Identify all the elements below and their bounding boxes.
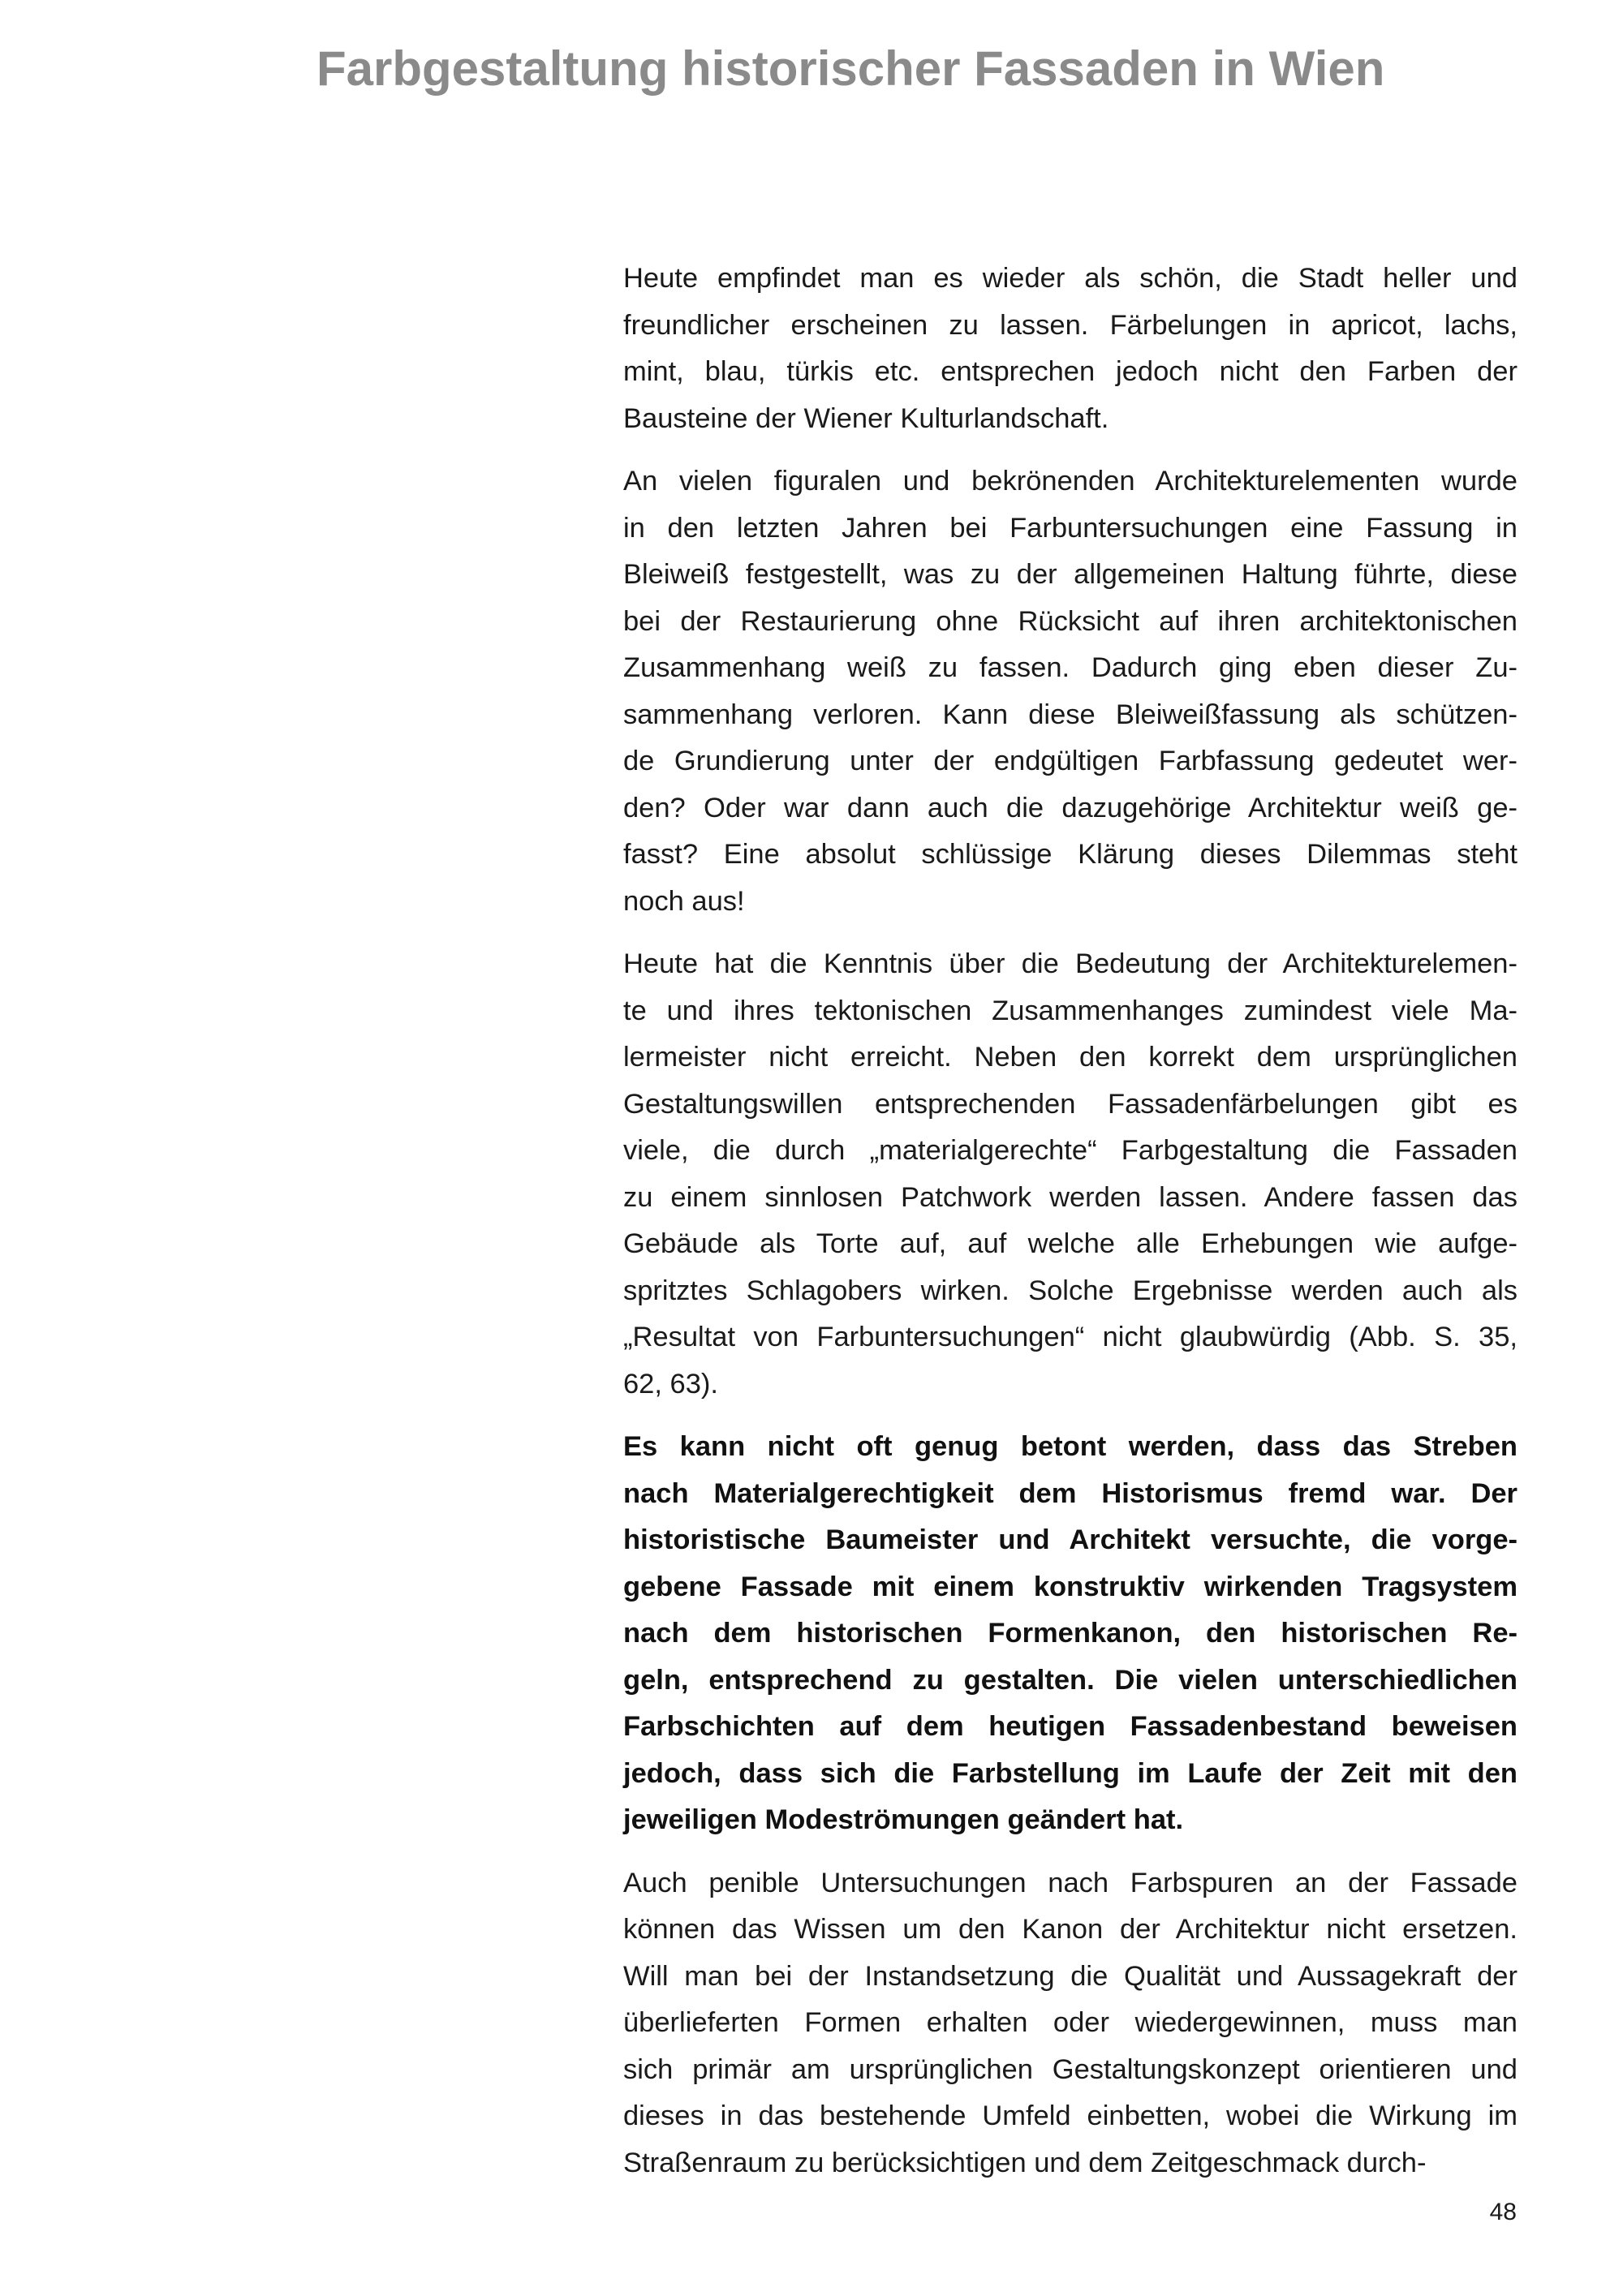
text-line: Gestaltungswillen entsprechenden Fassadenfärbelungen gibt es <box>623 1088 1518 1120</box>
text-line: gebene Fassade mit einem konstruktiv wirkenden Tragsystem <box>623 1571 1518 1602</box>
text-line: geln, entsprechend zu gestalten. Die vielen unterschiedlichen <box>623 1664 1518 1696</box>
text-line: An vielen figuralen und bekrönenden Architekturelementen wurde <box>623 466 1518 497</box>
text-line: nach dem historischen Formenkanon, den historischen Re- <box>623 1618 1518 1649</box>
page-title: Farbgestaltung historischer Fassaden in Wien <box>316 41 1385 96</box>
paragraph <box>623 458 1518 925</box>
text-line: Farbschichten auf dem heutigen Fassadenbestand beweisen <box>623 1711 1518 1742</box>
text-line: Bausteine der Wiener Kulturlandschaft. <box>623 402 1109 434</box>
text-line: Heute hat die Kenntnis über die Bedeutung der Architekturelemen- <box>623 948 1518 979</box>
text-line: „Resultat von Farbuntersuchungen“ nicht glaubwürdig (Abb. S. 35, <box>623 1322 1518 1352</box>
text-line: Gebäude als Torte auf, auf welche alle Erhebungen wie aufge- <box>623 1228 1518 1259</box>
paragraph <box>623 941 1518 1408</box>
text-line: lermeister nicht erreicht. Neben den korrekt dem ursprünglichen <box>623 1042 1518 1073</box>
text-line: Straßenraum zu berücksichtigen und dem Zeitgeschmack durch- <box>623 2147 1427 2178</box>
text-line: noch aus! <box>623 885 745 917</box>
text-line: jeweiligen Modeströmungen geändert hat. <box>623 1804 1184 1835</box>
text-line: bei der Restaurierung ohne Rücksicht auf ihren architektonischen <box>623 605 1518 637</box>
emphasis-paragraph <box>623 1424 1518 1844</box>
page-number: 48 <box>1489 2199 1517 2225</box>
body-text <box>623 256 1518 2203</box>
text-line: dieses in das bestehende Umfeld einbetten, wobei die Wirkung im <box>623 2100 1518 2131</box>
text-line: freundlicher erscheinen zu lassen. Färbelungen in apricot, lachs, <box>623 309 1518 341</box>
paragraph <box>623 256 1518 442</box>
text-line: Will man bei der Instandsetzung die Qualität und Aussagekraft der <box>623 1960 1518 1992</box>
text-line: Heute empfindet man es wieder als schön, die Stadt heller und <box>623 263 1518 294</box>
text-line: historistische Baumeister und Architekt versuchte, die vorge- <box>623 1524 1518 1555</box>
text-line: den? Oder war dann auch die dazugehörige Architektur weiß ge- <box>623 792 1518 823</box>
text-line: sich primär am ursprünglichen Gestaltungskonzept orientieren und <box>623 2053 1518 2085</box>
text-line: Zusammenhang weiß zu fassen. Dadurch ging eben dieser Zu- <box>623 652 1518 683</box>
text-line: viele, die durch „materialgerechte“ Farbgestaltung die Fassaden <box>623 1135 1518 1166</box>
text-line: jedoch, dass sich die Farbstellung im Laufe der Zeit mit den <box>623 1757 1518 1789</box>
text-line: spritztes Schlagobers wirken. Solche Ergebnisse werden auch als <box>623 1275 1518 1306</box>
text-line: überlieferten Formen erhalten oder wiedergewinnen, muss man <box>623 2007 1518 2038</box>
text-line: Bleiweiß festgestellt, was zu der allgemeinen Haltung führte, diese <box>623 559 1518 590</box>
text-line: fasst? Eine absolut schlüssige Klärung dieses Dilemmas steht <box>623 839 1518 870</box>
text-line: de Grundierung unter der endgültigen Farbfassung gedeutet wer- <box>623 746 1518 776</box>
text-line: zu einem sinnlosen Patchwork werden lassen. Andere fassen das <box>623 1181 1518 1213</box>
text-line: sammenhang verloren. Kann diese Bleiweißfassung als schützen- <box>623 699 1518 730</box>
paragraph <box>623 1860 1518 2187</box>
text-line: te und ihres tektonischen Zusammenhanges zumindest viele Ma- <box>623 995 1518 1026</box>
text-line: Es kann nicht oft genug betont werden, dass das Streben <box>623 1431 1518 1462</box>
text-line: 62, 63). <box>623 1368 718 1400</box>
text-line: können das Wissen um den Kanon der Architektur nicht ersetzen. <box>623 1914 1518 1945</box>
text-line: in den letzten Jahren bei Farbuntersuchungen eine Fassung in <box>623 512 1518 544</box>
text-line: nach Materialgerechtigkeit dem Historismus fremd war. Der <box>623 1477 1518 1509</box>
text-line: Auch penible Untersuchungen nach Farbspuren an der Fassade <box>623 1867 1518 1898</box>
text-line: mint, blau, türkis etc. entsprechen jedoch nicht den Farben der <box>623 356 1518 387</box>
